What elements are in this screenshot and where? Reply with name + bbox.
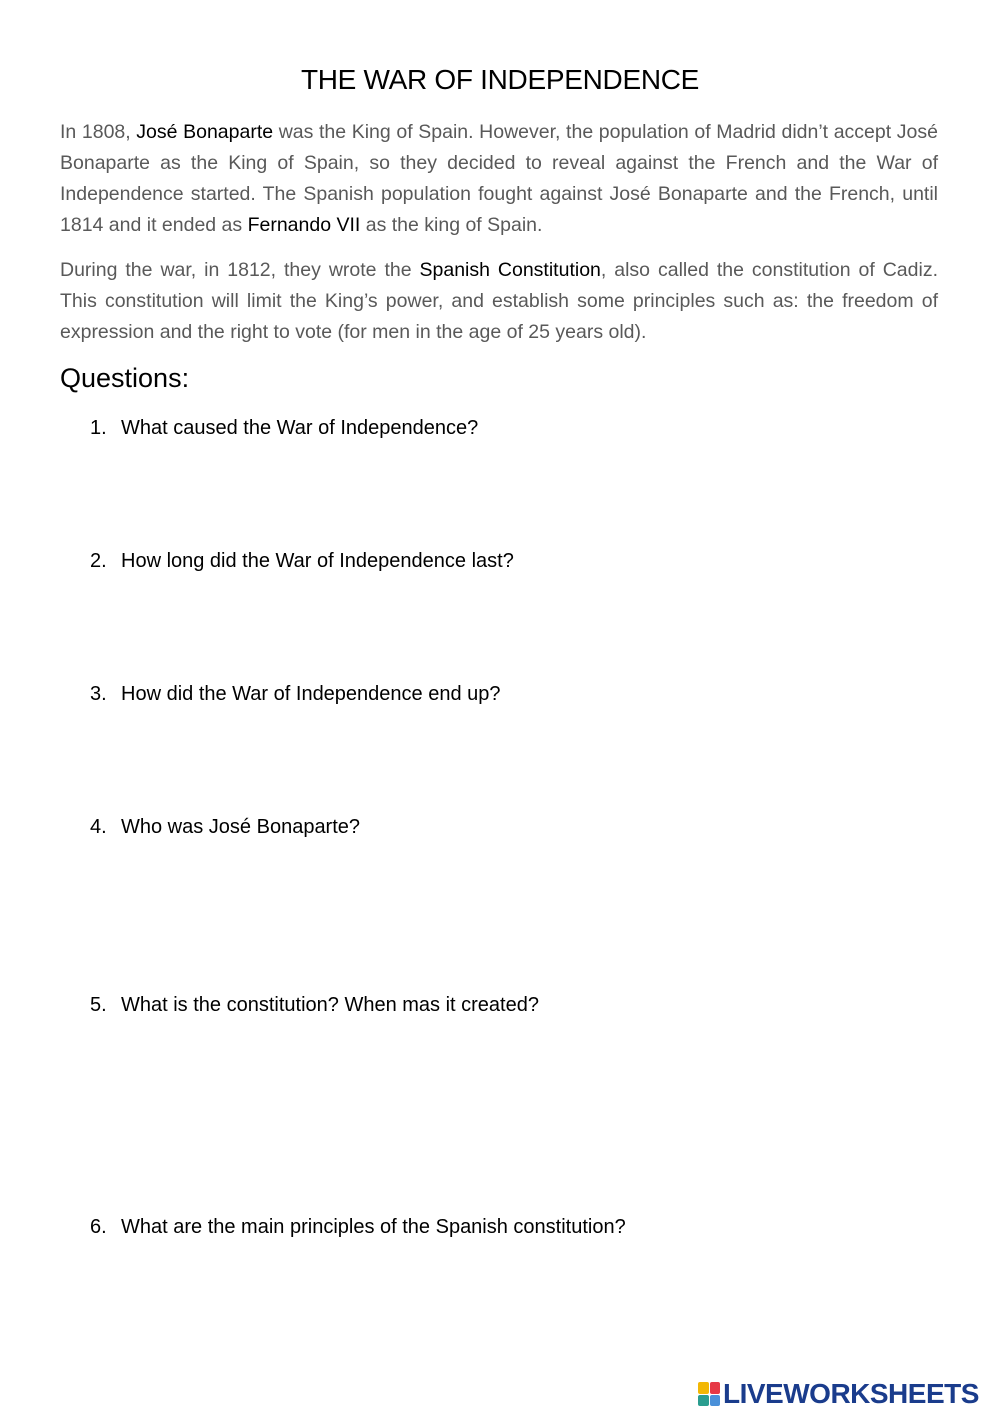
logo-text: LIVEWORKSHEETS xyxy=(723,1378,979,1409)
logo-mark-icon xyxy=(698,1382,720,1406)
intro-paragraph xyxy=(60,117,938,241)
paragraph-text: as the king of Spain. xyxy=(360,214,543,236)
highlight-spanish-constitution: Spanish Constitution xyxy=(419,259,601,281)
question-item xyxy=(90,683,501,706)
question-text: What is the constitution? When mas it created? xyxy=(121,994,539,1016)
question-text: What caused the War of Independence? xyxy=(121,417,479,439)
question-item xyxy=(90,994,539,1017)
question-number: 6. xyxy=(90,1216,107,1238)
question-number: 3. xyxy=(90,683,107,705)
page-title: THE WAR OF INDEPENDENCE xyxy=(300,64,700,95)
question-number: 4. xyxy=(90,816,107,838)
constitution-paragraph xyxy=(60,255,938,348)
questions-heading: Questions: xyxy=(60,363,190,393)
question-item xyxy=(90,1216,626,1239)
question-item xyxy=(90,550,514,573)
paragraph-text: was the King of Spain. However, the population of Madrid didn’t accept José Bonaparte as the King of Spain, so they decided to reveal against the French and the War of Independence started. The Spanish population fought against José Bonaparte and the French, until 1814 and it ended as xyxy=(60,121,938,236)
question-item xyxy=(90,417,478,440)
question-number: 5. xyxy=(90,994,107,1016)
question-text: Who was José Bonaparte? xyxy=(121,816,361,838)
question-number: 1. xyxy=(90,417,107,439)
question-text: How did the War of Independence end up? xyxy=(121,683,501,705)
highlight-jose-bonaparte: José Bonaparte xyxy=(136,121,274,143)
question-item xyxy=(90,816,360,839)
question-text: What are the main principles of the Spanish constitution? xyxy=(121,1216,626,1238)
question-text: How long did the War of Independence last? xyxy=(121,550,514,572)
liveworksheets-logo xyxy=(698,1378,979,1410)
paragraph-text: In 1808, xyxy=(60,121,137,143)
question-number: 2. xyxy=(90,550,107,572)
highlight-fernando-vii: Fernando VII xyxy=(247,214,361,236)
paragraph-text: During the war, in 1812, they wrote the xyxy=(60,259,420,281)
paragraph-text: , also called the constitution of Cadiz. This constitution will limit the King’s power, and establish some principles such as: the freedom of expression and the right to vote (for men in the age of 25 years old). xyxy=(60,259,938,343)
